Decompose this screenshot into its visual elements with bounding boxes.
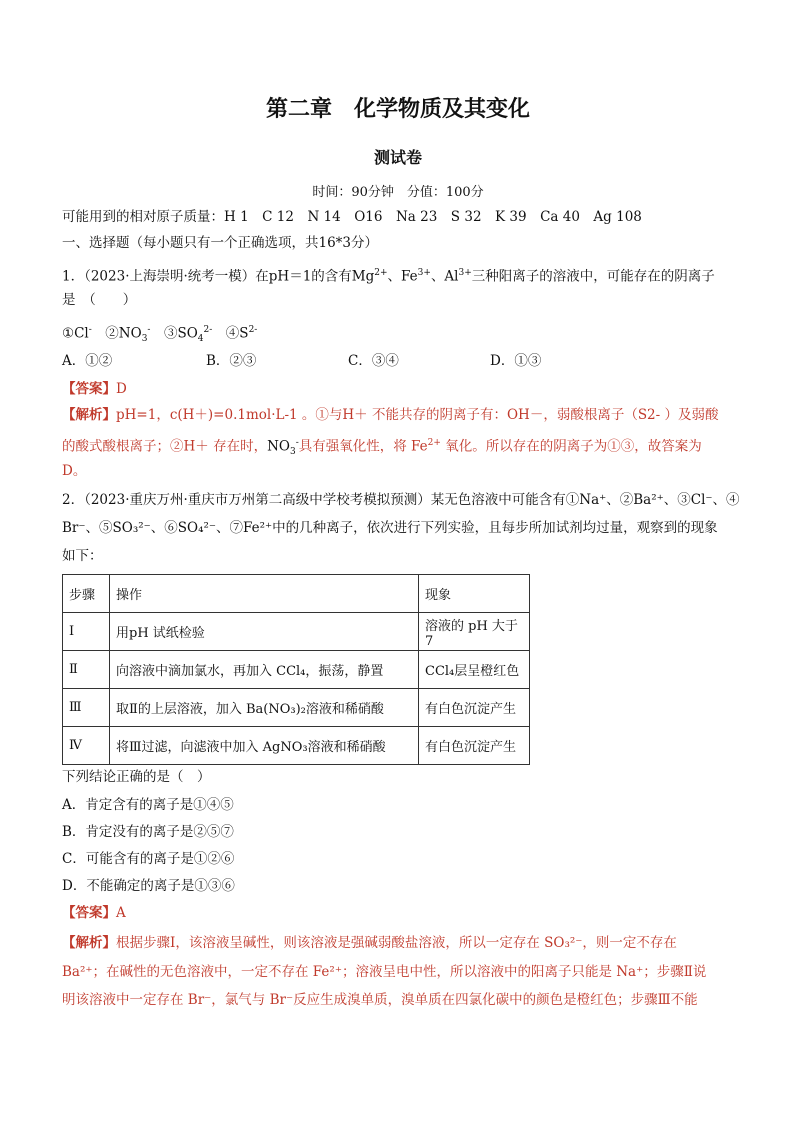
table-cell: 用pH 试纸检验 [110,613,419,651]
analysis-text: 根据步骤Ⅰ，该溶液呈碱性，则该溶液是强碱弱酸盐溶液，所以一定存在 SO₃²⁻，则一定不存在 [116,935,677,951]
experiment-table [62,574,530,765]
answer-tag: 【答案】 [62,905,116,921]
answer-tag: 【答案】 [62,381,116,397]
q2-question: 下列结论正确的是（ ） [62,769,211,785]
table-row [63,613,530,651]
table-row [63,727,530,765]
q1-stem-line2: 是 （ ） [62,292,137,308]
answer-value: D [116,381,127,397]
q2-answer [62,903,734,923]
table-cell: Ⅲ [63,689,110,727]
page-subtitle: 测试卷 [373,148,422,167]
analysis-text: pH=1，c(H＋)=0.1mol·L-1 。①与H＋ 不能共存的阴离子有：OH－，弱酸根离子（S2- ）及弱酸 [116,407,719,423]
table-header-cell: 操作 [110,575,419,613]
q1-ion-sub: 3 [141,334,148,345]
q1-ion: ①Cl [62,325,89,342]
table-header-cell: 现象 [419,575,530,613]
analysis-tag: 【解析】 [62,407,116,423]
q1-ion-sup: - [88,325,92,335]
q2-stem-line1: 2．（2023·重庆万州·重庆市万州第二高级中学校考模拟预测）某无色溶液中可能含有①Na⁺、②Ba²⁺、③Cl⁻、④ [62,492,740,508]
q1-stem-part: 、Al [430,268,459,285]
analysis-formula: NO [267,438,290,455]
q1-ion-sup: 2- [203,325,213,335]
section-heading: 一、选择题（每小题只有一个正确选项，共16*3分） [62,235,379,251]
analysis-text: 具有强氧化性，将 Fe [298,438,428,455]
q1-choice-d: D．①③ [490,353,542,369]
table-row [63,689,530,727]
table-row [63,651,530,689]
q1-analysis-line2 [62,433,734,462]
q2-stem-line2: Br⁻、⑤SO₃²⁻、⑥SO₄²⁻、⑦Fe²⁺中的几种离子，依次进行下列实验，且每步所加试剂均过量，观察到的现象 [62,520,718,536]
page-title: 第二章 化学物质及其变化 [265,97,530,122]
analysis-text: 氧化。所以存在的阴离子为①③，故答案为 [440,438,702,455]
q1-choice-c: C．③④ [348,353,399,369]
table-cell: CCl₄层呈橙红色 [419,651,530,689]
q2-choice-a: A．肯定含有的离子是①④⑤ [62,797,234,813]
q2-analysis-line3: 明该溶液中一定存在 Br⁻，氯气与 Br⁻反应生成溴单质，溴单质在四氯化碳中的颜色是橙红色；步骤Ⅲ不能 [62,992,698,1008]
analysis-sup: 2+ [427,438,441,448]
q1-stem-part: 、Fe [387,268,418,285]
analysis-formula-sup: - [295,438,299,448]
q1-choice-a: A．①② [62,353,113,369]
q1-ion-options [62,320,734,349]
q1-analysis-line1 [62,405,734,425]
table-header-cell: 步骤 [63,575,110,613]
table-cell: Ⅱ [63,651,110,689]
atomic-masses: 可能用到的相对原子质量：H 1 C 12 N 14 O16 Na 23 S 32 K 39 Ca 40 Ag 108 [62,209,642,225]
analysis-text: 的酸式酸根离子；②H＋ 存在时， [62,438,268,455]
q1-ion: ④S [212,325,249,342]
q1-sup: 3+ [458,268,472,278]
q1-choice-b: B．②③ [206,353,257,369]
q1-analysis-line3: D。 [62,463,87,479]
answer-value: A [116,905,126,921]
q1-ion-sup: 2- [248,325,258,335]
q2-choice-b: B．肯定没有的离子是②⑤⑦ [62,824,234,840]
q1-ion: ②NO [91,325,142,342]
q1-sup: 2+ [374,268,388,278]
q2-choice-c: C．可能含有的离子是①②⑥ [62,851,235,867]
analysis-tag: 【解析】 [62,935,116,951]
table-cell: 将Ⅲ过滤，向滤液中加入 AgNO₃溶液和稀硝酸 [110,727,419,765]
q1-ion-sup: - [147,325,151,335]
table-header-row [63,575,530,613]
q2-analysis-line2: Ba²⁺；在碱性的无色溶液中，一定不存在 Fe²⁺；溶液呈电中性，所以溶液中的阳离子只能是 Na⁺；步骤Ⅱ说 [62,964,707,980]
table-cell: 溶液的 pH 大于 7 [419,613,530,651]
table-cell: Ⅳ [63,727,110,765]
exam-meta: 时间：90分钟 分值：100分 [312,185,484,200]
q1-answer [62,379,734,399]
q1-sup: 3+ [417,268,431,278]
q1-ion-sub: 4 [197,334,204,345]
analysis-formula-sub: 3 [289,447,296,458]
q2-analysis-line1 [62,933,734,953]
table-cell: 向溶液中滴加氯水，再加入 CCl₄，振荡，静置 [110,651,419,689]
q1-stem-part: 1．（2023·上海崇明·统考一模）在pH＝1的含有Mg [62,268,375,285]
q1-stem [62,263,734,287]
q1-stem-part: 三种阳离子的溶液中，可能存在的阴离子 [471,268,715,285]
q2-choice-d: D．不能确定的离子是①③⑥ [62,878,235,894]
table-cell: 有白色沉淀产生 [419,727,530,765]
q1-ion: ③SO [150,325,198,342]
table-cell: Ⅰ [63,613,110,651]
q2-stem-line3: 如下： [62,548,103,564]
table-cell: 取Ⅱ的上层溶液，加入 Ba(NO₃)₂溶液和稀硝酸 [110,689,419,727]
table-cell: 有白色沉淀产生 [419,689,530,727]
